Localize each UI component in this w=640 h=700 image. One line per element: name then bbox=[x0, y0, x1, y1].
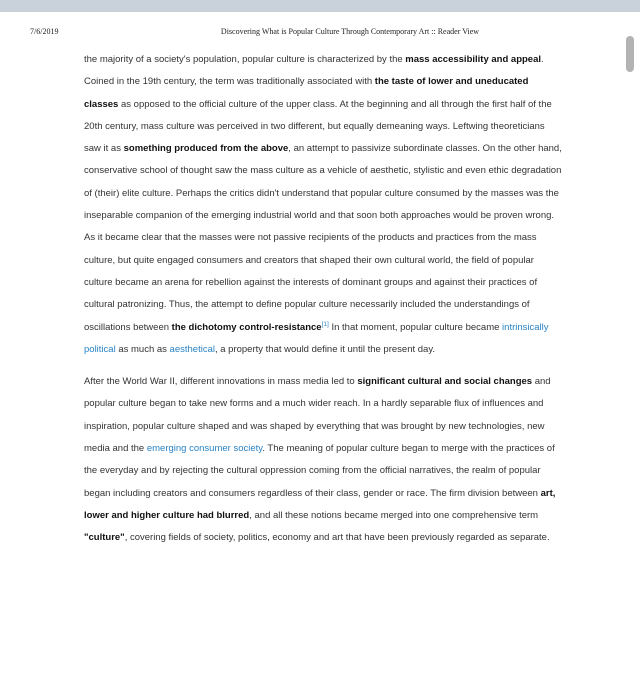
bold-text: the dichotomy control-resistance bbox=[171, 321, 322, 333]
paragraph-1 bbox=[84, 49, 564, 361]
text-run: , and all these notions became merged into one comprehensive term bbox=[249, 509, 539, 521]
text-run: , covering fields of society, politics, economy and art that have been previously regarded as separate. bbox=[124, 532, 550, 544]
text-run: the majority of a society's population, popular culture is characterized by the bbox=[84, 54, 406, 65]
text-run: as opposed to the official culture of the upper class. At the beginning and all through the first half of the 20th century, mass culture was perceived in two different, but equally demeaning ways. Leftwing theoreticians saw it as bbox=[84, 98, 552, 155]
text-run: After the World War II, different innovations in mass media led to bbox=[84, 376, 358, 388]
bold-text: significant cultural and social changes bbox=[357, 376, 533, 388]
link-intrinsically-political[interactable]: intrinsically political bbox=[84, 321, 549, 355]
browser-top-bar bbox=[0, 0, 640, 12]
article-body bbox=[84, 49, 564, 560]
bold-text: art, lower and higher culture had blurred bbox=[84, 487, 556, 521]
text-run: . Coined in the 19th century, the term was traditionally associated with bbox=[84, 54, 544, 88]
text-run: , an attempt to passivize subordinate classes. On the other hand, conservative school of thought saw the mass culture as a vehicle of aesthetic, stylistic and even ethic degradation of (their) elite culture. Perhaps the critics didn't understand that popular culture consumed by the masses was the inseparable companion of the emerging industrial world and that soon both approaches would be proven wrong. As it became clear that the masses were not passive recipients of the products and practices from the mass culture, but quite engaged consumers and creators that shaped their own cultural world, the field of popular culture became an arena for rebellion against the interests of dominant groups and against their practices of cultural patronizing. Thus, the attempt to define popular culture necessarily included the understandings of oscillations between bbox=[84, 143, 562, 333]
bold-text: "culture" bbox=[84, 532, 125, 544]
footnote-link[interactable]: [1] bbox=[321, 320, 329, 328]
text-run: , a property that would define it until the present day. bbox=[214, 343, 436, 355]
printed-page bbox=[0, 12, 640, 700]
paragraph-2 bbox=[84, 371, 564, 549]
print-page-title: Discovering What is Popular Culture Through Contemporary Art :: Reader View bbox=[220, 27, 480, 36]
bold-text: mass accessibility and appeal bbox=[405, 54, 542, 65]
text-run: and popular culture began to take new forms and a much wider reach. In a hardly separable flux of influences and inspiration, popular culture shaped and was shaped by everything that was brought by new technologies, new media and the bbox=[84, 376, 551, 455]
text-run: . The meaning of popular culture began to merge with the practices of the everyday and by rejecting the cultural oppression coming from the official narratives, the realm of popular began including creators and consumers regardless of their class, gender or race. The firm division between bbox=[84, 443, 555, 499]
print-date: 7/6/2019 bbox=[30, 27, 59, 36]
scrollbar-thumb[interactable] bbox=[626, 36, 634, 72]
text-run: as much as bbox=[115, 343, 170, 355]
text-run: In that moment, popular culture became bbox=[328, 321, 503, 333]
bold-text: something produced from the above bbox=[123, 143, 289, 155]
bold-text: the taste of lower and uneducated classes bbox=[84, 76, 529, 110]
link-aesthetical[interactable]: aesthetical bbox=[169, 343, 215, 355]
link-emerging-consumer-society[interactable]: emerging consumer society bbox=[146, 443, 263, 455]
